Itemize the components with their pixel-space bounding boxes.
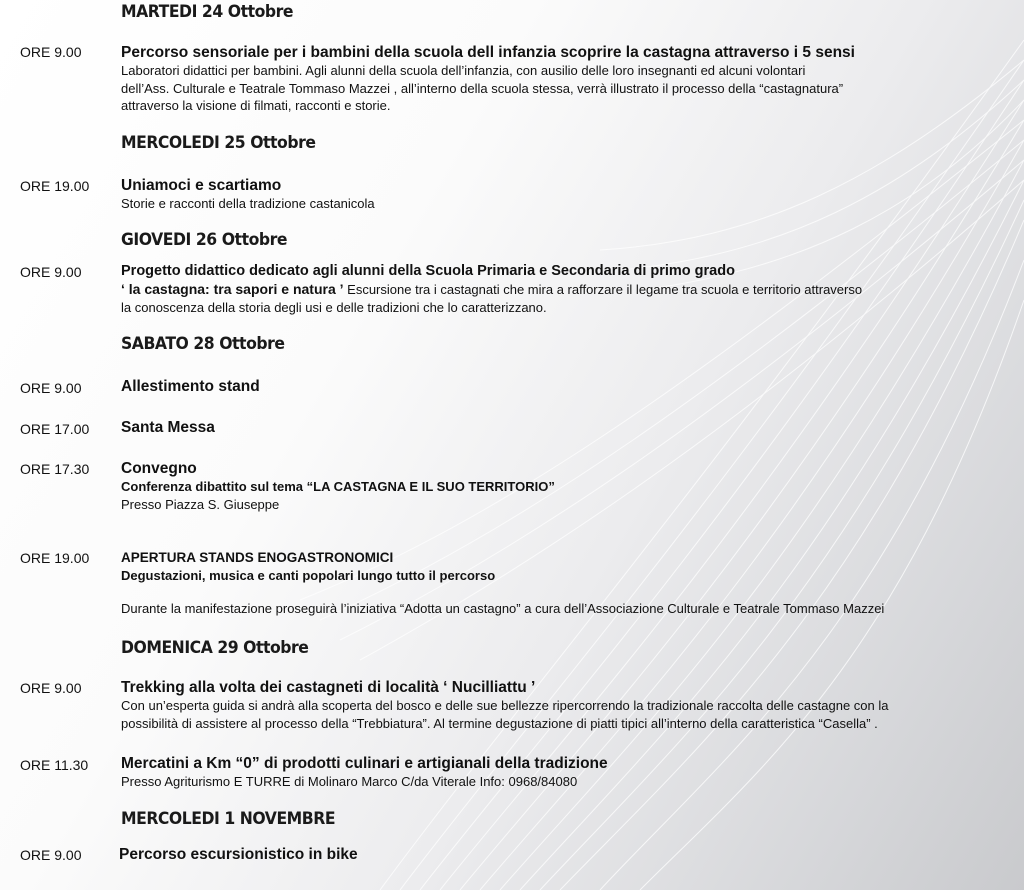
event-time: ORE 9.00 — [20, 680, 82, 696]
adoption-note: Durante la manifestazione proseguirà l’iniziativa “Adotta un castagno” a cura dell’Associazione Culturale e Teatrale Tommaso Mazzei — [121, 601, 885, 616]
event-time: ORE 9.00 — [20, 380, 82, 396]
day-heading-thursday: GIOVEDI 26 Ottobre — [121, 230, 288, 250]
event-title: Progetto didattico dedicato agli alunni della Scuola Primaria e Secondaria di primo grado — [121, 263, 735, 279]
event-sunday-trekking — [121, 678, 1011, 732]
event-title: Trekking alla volta dei castagneti di località ‘ Nucilliattu ’ — [121, 679, 536, 696]
event-description: Conferenza dibattito sul tema “LA CASTAGNA E IL SUO TERRITORIO” Presso Piazza S. Giuseppe — [121, 479, 555, 512]
event-time: ORE 9.00 — [20, 264, 82, 280]
event-description: Laboratori didattici per bambini. Agli alunni della scuola dell’infanzia, con ausilio delle loro insegnanti ed alcuni volontari dell’Ass. Culturale e Teatrale Tommaso Mazzei , all’interno della scuola stessa, verrà illustrato il processo della “castagnatura” attraverso la visione di filmati, racconti e storie. — [121, 63, 844, 113]
event-saturday-food-stands — [121, 548, 1011, 585]
event-title: Mercatini a Km “0” di prodotti culinari e artigianali della tradizione — [121, 755, 608, 772]
event-saturday-mass — [121, 418, 1011, 437]
event-tuesday-sensory — [121, 43, 1011, 115]
event-time: ORE 9.00 — [20, 847, 82, 863]
event-wednesday-stories — [121, 176, 1011, 213]
event-description: Storie e racconti della tradizione castanicola — [121, 196, 375, 211]
event-thursday-school-project — [121, 262, 1011, 316]
event-title: Uniamoci e scartiamo — [121, 177, 282, 194]
day-heading-tuesday: MARTEDI 24 Ottobre — [121, 2, 294, 22]
day-heading-sunday: DOMENICA 29 Ottobre — [121, 638, 309, 658]
event-time: ORE 17.30 — [20, 461, 90, 477]
event-title: APERTURA STANDS ENOGASTRONOMICI — [121, 550, 394, 565]
event-description: Degustazioni, musica e canti popolari lungo tutto il percorso — [121, 568, 496, 583]
event-time: ORE 17.00 — [20, 421, 90, 437]
event-description: Presso Agriturismo E TURRE di Molinaro Marco C/da Viterale Info: 0968/84080 — [121, 774, 578, 789]
project-name: ‘ la castagna: tra sapori e natura ’ — [121, 281, 344, 297]
day-heading-saturday: SABATO 28 Ottobre — [121, 334, 285, 354]
event-time: ORE 11.30 — [20, 757, 89, 773]
event-saturday-conference — [121, 459, 1011, 513]
event-title: Percorso sensoriale per i bambini della scuola dell infanzia scoprire la castagna attraverso i 5 sensi — [121, 44, 855, 61]
event-title: Convegno — [121, 460, 197, 477]
event-title: Allestimento stand — [121, 378, 260, 395]
event-description: ‘ la castagna: tra sapori e natura ’ Escursione tra i castagnati che mira a rafforzare il legame tra scuola e territorio attraverso la conoscenza della storia degli usi e delle tradizioni che lo caratterizzano. — [121, 281, 863, 315]
event-sunday-market — [121, 754, 1011, 791]
day-heading-november: MERCOLEDI 1 NOVEMBRE — [121, 809, 336, 829]
event-description: Con un’esperta guida si andrà alla scoperta del bosco e delle sue bellezze ripercorrendo la tradizionale raccolta delle castagne con la possibilità di assistere al processo della “Trebbiatura”. Al termine degustazione di piatti tipici all’interno della caratteristica “Casella” . — [121, 698, 889, 731]
event-time: ORE 19.00 — [20, 550, 90, 566]
event-saturday-stand — [121, 377, 1011, 396]
event-title: Santa Messa — [121, 419, 215, 436]
event-time: ORE 9.00 — [20, 44, 82, 60]
event-title: Percorso escursionistico in bike — [119, 846, 358, 863]
event-time: ORE 19.00 — [20, 178, 90, 194]
day-heading-wednesday: MERCOLEDI 25 Ottobre — [121, 133, 316, 153]
event-november-bike — [119, 845, 1009, 864]
